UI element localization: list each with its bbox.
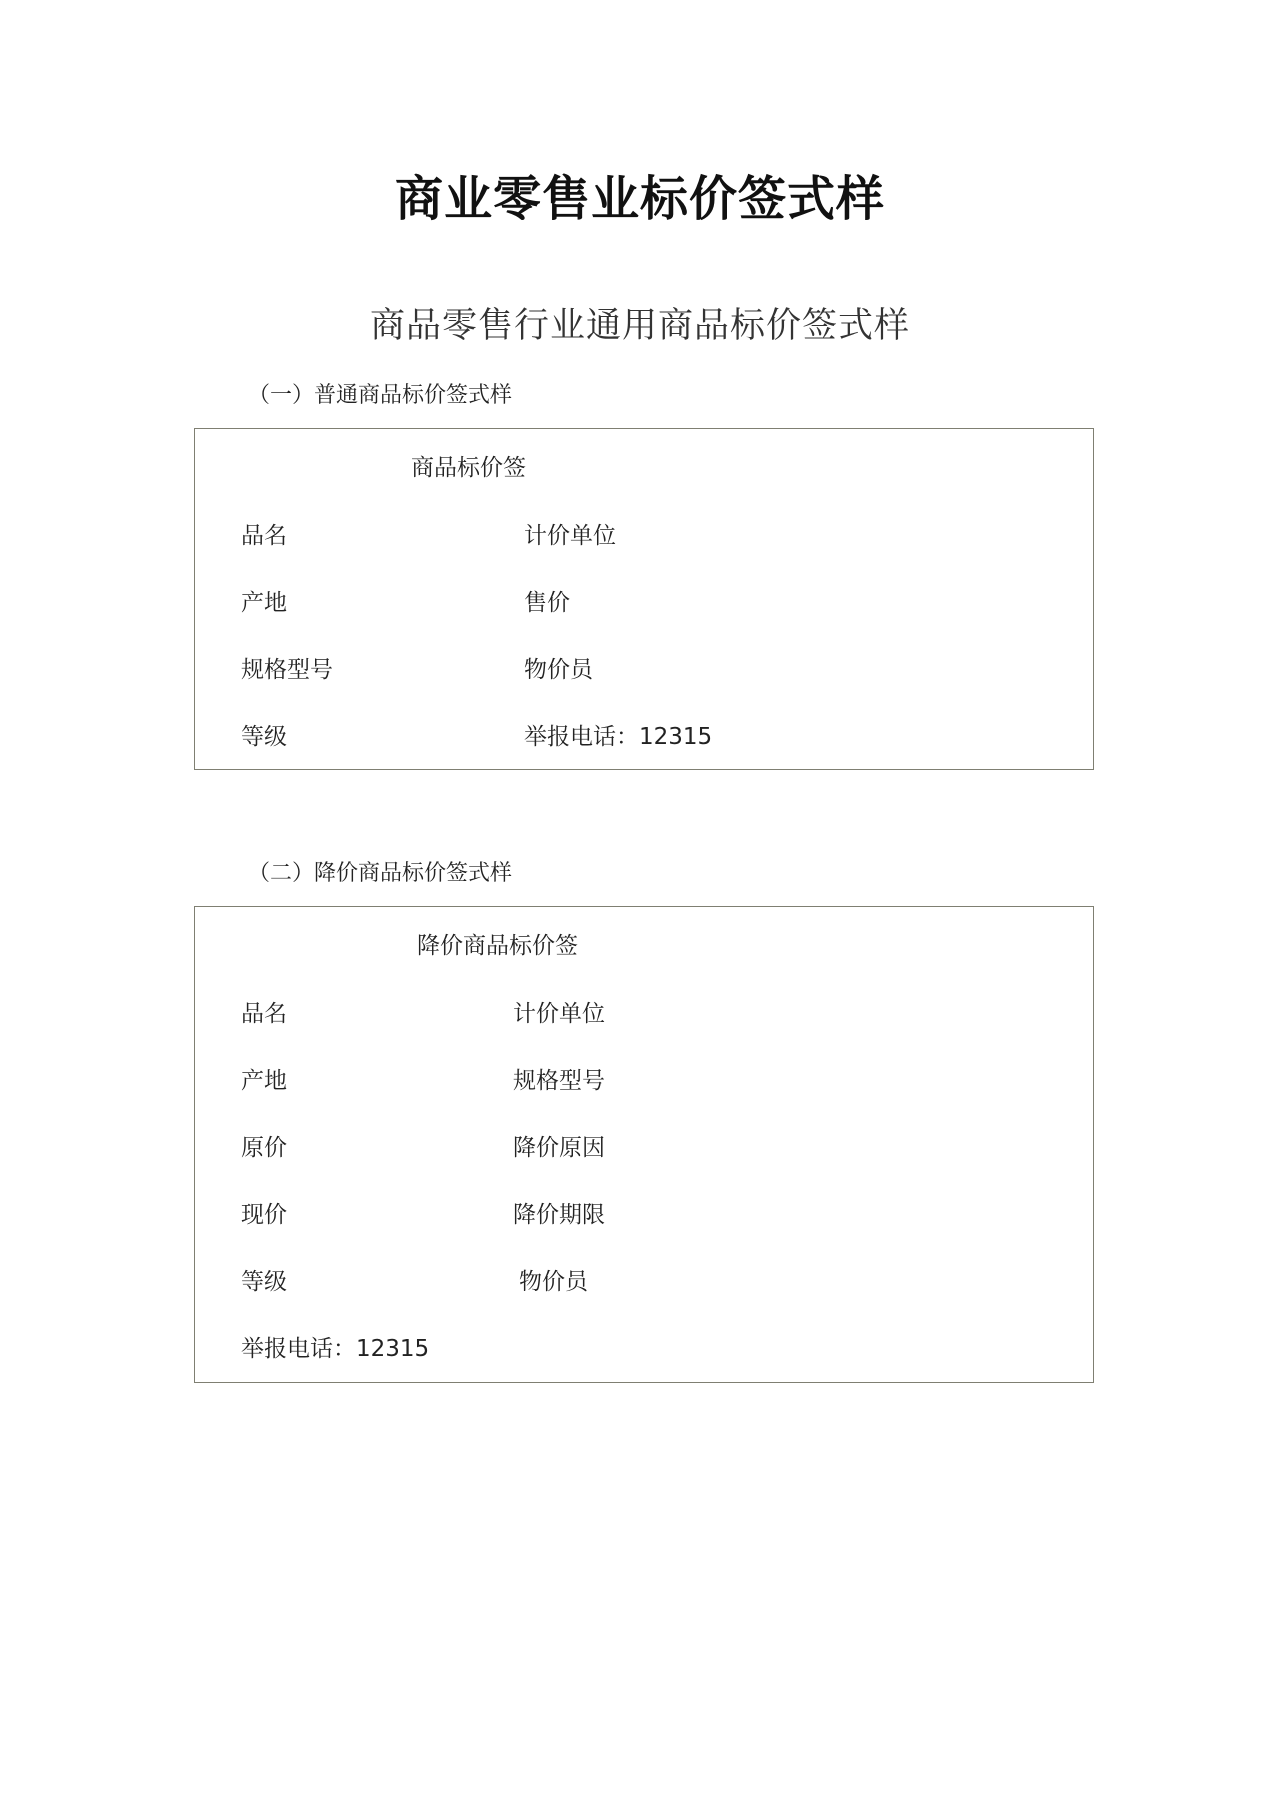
field-origin: 产地	[241, 590, 287, 616]
field-original-price: 原价	[241, 1135, 287, 1161]
field-sale-price: 售价	[524, 590, 570, 616]
field-grade: 等级	[241, 724, 287, 750]
section-heading-regular: （一）普通商品标价签式样	[248, 383, 513, 408]
price-tag-discount	[194, 906, 1094, 1383]
field-pricing-unit: 计价单位	[513, 1001, 605, 1027]
tag-title-regular: 商品标价签	[411, 455, 526, 481]
field-discount-period: 降价期限	[513, 1202, 605, 1228]
field-price-clerk: 物价员	[519, 1269, 588, 1295]
field-grade: 等级	[241, 1269, 287, 1295]
field-product-name: 品名	[241, 523, 287, 549]
field-price-clerk: 物价员	[524, 657, 593, 683]
field-report-hotline: 举报电话：12315	[241, 1336, 430, 1362]
field-specification: 规格型号	[241, 657, 333, 683]
price-tag-regular	[194, 428, 1094, 770]
field-product-name: 品名	[241, 1001, 287, 1027]
field-specification: 规格型号	[513, 1068, 605, 1094]
tag-title-discount: 降价商品标价签	[417, 933, 578, 959]
field-pricing-unit: 计价单位	[524, 523, 616, 549]
field-report-hotline: 举报电话：12315	[524, 724, 713, 750]
document-title: 商业零售业标价签式样	[394, 171, 885, 227]
field-current-price: 现价	[241, 1202, 287, 1228]
section-heading-discount: （二）降价商品标价签式样	[248, 861, 513, 886]
field-origin: 产地	[241, 1068, 287, 1094]
document-subtitle: 商品零售行业通用商品标价签式样	[369, 306, 910, 346]
field-discount-reason: 降价原因	[513, 1135, 605, 1161]
